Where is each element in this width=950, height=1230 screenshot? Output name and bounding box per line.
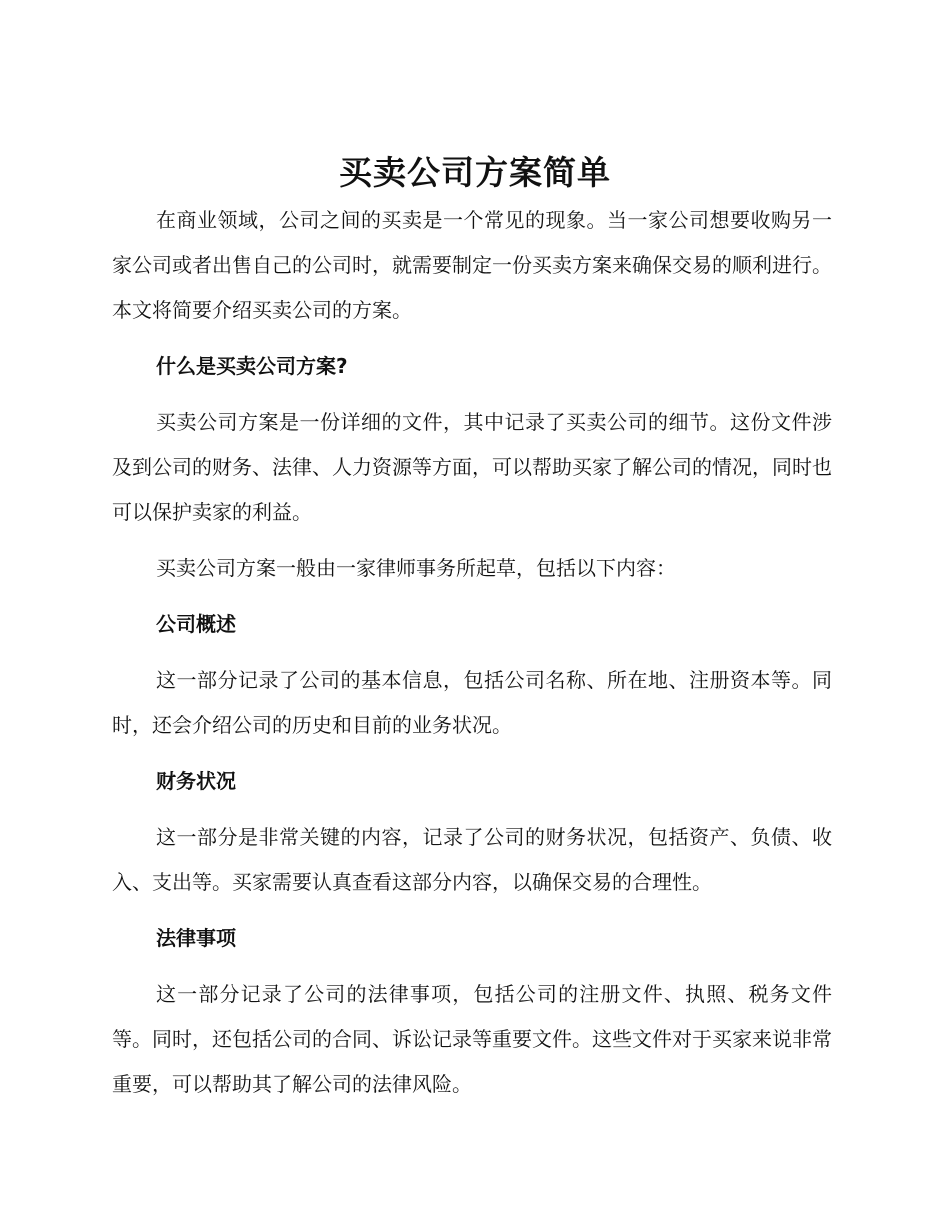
- drafting-paragraph: 买卖公司方案一般由一家律师事务所起草，包括以下内容：: [156, 556, 676, 580]
- section-heading-what-is: 什么是买卖公司方案?: [156, 354, 348, 378]
- document-title: 买卖公司方案简单: [339, 153, 611, 192]
- company-overview-paragraph: 这一部分记录了公司的基本信息，包括公司名称、所在地、注册资本等。同时，还会介绍公司的历史和目前的业务状况。: [112, 668, 832, 737]
- section-heading-legal-matters: 法律事项: [156, 926, 236, 950]
- intro-paragraph: 在商业领域，公司之间的买卖是一个常见的现象。当一家公司想要收购另一家公司或者出售自己的公司时，就需要制定一份买卖方案来确保交易的顺利进行。本文将简要介绍买卖公司的方案。: [112, 208, 832, 322]
- section-heading-financial-status: 财务状况: [156, 769, 236, 793]
- financial-status-paragraph: 这一部分是非常关键的内容，记录了公司的财务状况，包括资产、负债、收入、支出等。买家需要认真查看这部分内容，以确保交易的合理性。: [112, 825, 832, 894]
- document-body: [112, 198, 832, 1118]
- section-heading-company-overview: 公司概述: [156, 612, 236, 636]
- legal-matters-paragraph: 这一部分记录了公司的法律事项，包括公司的注册文件、执照、税务文件等。同时，还包括公司的合同、诉讼记录等重要文件。这些文件对于买家来说非常重要，可以帮助其了解公司的法律风险。: [112, 982, 832, 1096]
- definition-paragraph: 买卖公司方案是一份详细的文件，其中记录了买卖公司的细节。这份文件涉及到公司的财务、法律、人力资源等方面，可以帮助买家了解公司的情况，同时也可以保护卖家的利益。: [112, 410, 832, 524]
